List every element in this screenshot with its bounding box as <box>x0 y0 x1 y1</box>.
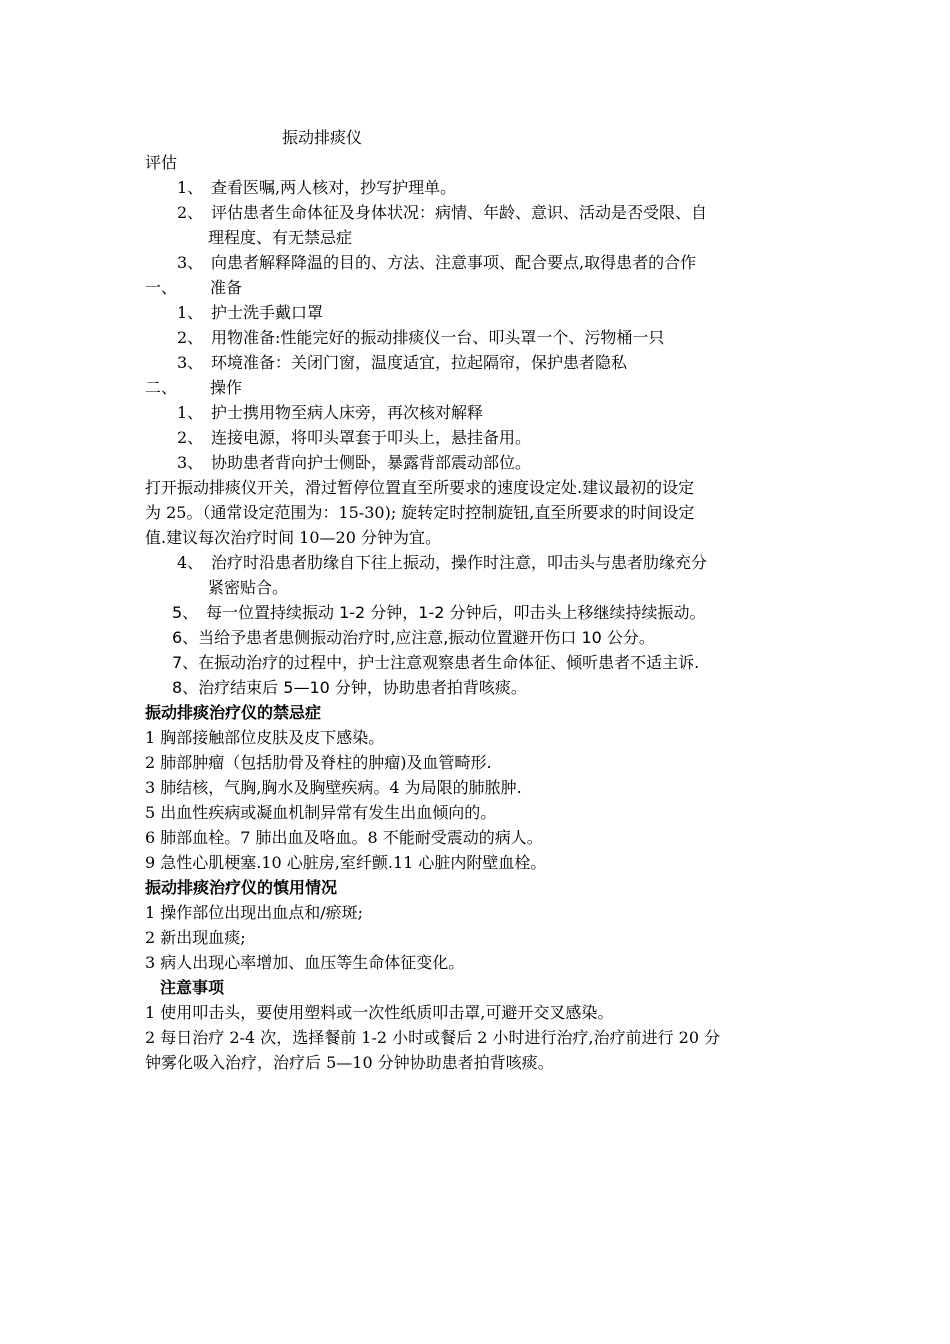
section-title: 准备 <box>210 278 243 297</box>
assess-heading: 评估 <box>145 153 178 172</box>
op-item-1 <box>177 401 483 426</box>
item-text: 护士洗手戴口罩 <box>211 303 324 322</box>
contraindication-line: 3 肺结核，气胸,胸水及胸壁疾病。4 为局限的肺脓肿. <box>145 778 522 797</box>
op-item-2 <box>177 426 531 451</box>
assess-item-2-cont: 理程度、有无禁忌症 <box>208 228 353 247</box>
contraindications-heading: 振动排痰治疗仪的禁忌症 <box>145 703 322 722</box>
item-text: 评估患者生命体征及身体状况：病情、年龄、意识、活动是否受限、自 <box>211 203 708 222</box>
caution-heading: 振动排痰治疗仪的慎用情况 <box>145 878 338 897</box>
op-item-6: 6、当给予患者患侧振动治疗时,应注意,振动位置避开伤口 10 公分。 <box>172 628 655 647</box>
op-paragraph-line: 为 25。（通常设定范围为：15-30); 旋转定时控制旋钮,直至所要求的时间设定 <box>145 503 695 522</box>
op-item-8: 8、治疗结束后 5—10 分钟，协助患者拍背咳痰。 <box>172 678 527 697</box>
contraindication-line: 6 肺部血栓。7 肺出血及咯血。8 不能耐受震动的病人。 <box>145 828 543 847</box>
prep-item-1 <box>177 301 323 326</box>
assess-item-1 <box>177 176 456 201</box>
item-text: 护士携用物至病人床旁，再次核对解释 <box>211 403 484 422</box>
item-number: 3、 <box>177 353 204 372</box>
caution-line: 1 操作部位出现出血点和/瘀斑; <box>145 903 364 922</box>
item-text: 环境准备：关闭门窗，温度适宜，拉起隔帘，保护患者隐私 <box>211 353 628 372</box>
document-title: 振动排痰仪 <box>282 128 363 147</box>
assess-item-2 <box>177 201 707 226</box>
notes-line: 1 使用叩击头，要使用塑料或一次性纸质叩击罩,可避开交叉感染。 <box>145 1003 614 1022</box>
op-item-7: 7、在振动治疗的过程中，护士注意观察患者生命体征、倾听患者不适主诉. <box>172 653 700 672</box>
caution-line: 3 病人出现心率增加、血压等生命体征变化。 <box>145 953 465 972</box>
item-text: 用物准备:性能完好的振动排痰仪一台、叩头罩一个、污物桶一只 <box>211 328 665 347</box>
item-number: 2、 <box>177 203 204 222</box>
prep-item-2 <box>177 326 664 351</box>
prep-item-3 <box>177 351 627 376</box>
op-item-4-cont: 紧密贴合。 <box>208 578 289 597</box>
item-number: 1、 <box>177 303 204 322</box>
op-item-5 <box>172 601 706 626</box>
item-number: 5、 <box>172 603 199 622</box>
section-number: 二、 <box>145 378 178 397</box>
item-text: 查看医嘱,两人核对，抄写护理单。 <box>211 178 457 197</box>
item-number: 4、 <box>177 553 204 572</box>
item-number: 3、 <box>177 253 204 272</box>
item-text: 治疗时沿患者肋缘自下往上振动，操作时注意，叩击头与患者肋缘充分 <box>211 553 708 572</box>
notes-heading: 注意事项 <box>160 978 225 997</box>
notes-line: 钟雾化吸入治疗，治疗后 5—10 分钟协助患者拍背咳痰。 <box>145 1053 554 1072</box>
op-paragraph-line: 打开振动排痰仪开关，滑过暂停位置直至所要求的速度设定处.建议最初的设定 <box>145 478 695 497</box>
assess-item-3 <box>177 251 696 276</box>
item-text: 协助患者背向护士侧卧，暴露背部震动部位。 <box>211 453 532 472</box>
item-text: 向患者解释降温的目的、方法、注意事项、配合要点,取得患者的合作 <box>211 253 697 272</box>
contraindication-line: 2 肺部肿瘤（包括肋骨及脊柱的肿瘤)及血管畸形. <box>145 753 492 772</box>
caution-line: 2 新出现血痰; <box>145 928 246 947</box>
section-number: 一、 <box>145 278 178 297</box>
contraindication-line: 5 出血性疾病或凝血机制异常有发生出血倾向的。 <box>145 803 497 822</box>
item-text: 每一位置持续振动 1-2 分钟，1-2 分钟后，叩击头上移继续持续振动。 <box>206 603 706 622</box>
contraindication-line: 9 急性心肌梗塞.10 心脏房,室纤颤.11 心脏内附壁血栓。 <box>145 853 547 872</box>
notes-line: 2 每日治疗 2-4 次，选择餐前 1-2 小时或餐后 2 小时进行治疗,治疗前进行 20 分 <box>145 1028 721 1047</box>
prep-heading <box>145 276 242 301</box>
op-item-3 <box>177 451 531 476</box>
op-item-4 <box>177 551 707 576</box>
item-number: 3、 <box>177 453 204 472</box>
op-paragraph-line: 值.建议每次治疗时间 10—20 分钟为宜。 <box>145 528 441 547</box>
contraindication-line: 1 胸部接触部位皮肤及皮下感染。 <box>145 728 385 747</box>
item-number: 2、 <box>177 328 204 347</box>
item-number: 1、 <box>177 178 204 197</box>
item-number: 2、 <box>177 428 204 447</box>
item-text: 连接电源，将叩头罩套于叩头上，悬挂备用。 <box>211 428 532 447</box>
section-title: 操作 <box>210 378 243 397</box>
item-number: 1、 <box>177 403 204 422</box>
op-heading <box>145 376 242 401</box>
